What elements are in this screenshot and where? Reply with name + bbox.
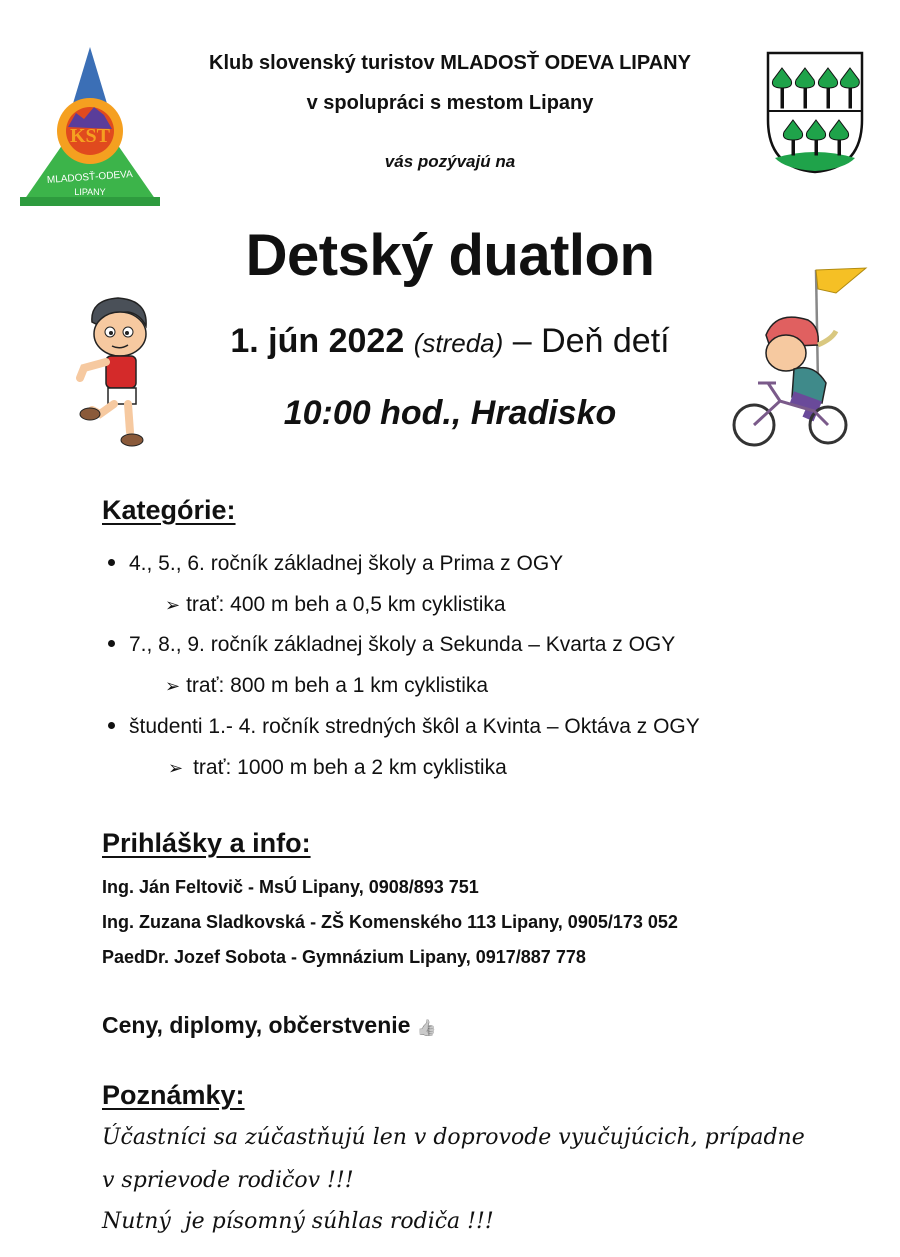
contact-line: PaedDr. Jozef Sobota - Gymnázium Lipany, 0917/887 778 (102, 947, 586, 967)
category-item (108, 633, 675, 657)
category-item (108, 552, 563, 576)
prizes-text: Ceny, diplomy, občerstvenie (102, 1012, 411, 1038)
invitation-line: vás pozývajú na (384, 152, 516, 171)
track-label: trať: 400 m beh a 0,5 km cyklistika (186, 593, 506, 616)
arrow-bullet-icon: ➢ (168, 758, 184, 778)
thumbs-up-icon: 👍 (416, 1020, 437, 1037)
organizer-line: Klub slovenský turistov MLADOSŤ ODEVA LIPANY (209, 52, 691, 74)
arrow-bullet-icon: ➢ (165, 595, 181, 615)
running-boy-icon (70, 292, 170, 452)
event-time-place: 10:00 hod., Hradisko (283, 394, 617, 432)
event-title: Detský duatlon (245, 223, 655, 288)
svg-text:LIPANY: LIPANY (74, 187, 106, 197)
arrow-bullet-icon: ➢ (165, 676, 181, 696)
running-boy-clipart (70, 292, 170, 452)
category-track (165, 674, 488, 698)
contact-line: Ing. Ján Feltovič - MsÚ Lipany, 0908/893 751 (102, 877, 479, 897)
category-item (108, 715, 700, 739)
track-label: trať: 800 m beh a 1 km cyklistika (186, 674, 489, 697)
cooperation-line: v spolupráci s mestom Lipany (306, 92, 594, 114)
category-track (165, 593, 506, 617)
category-track (168, 756, 507, 780)
svg-text:KST: KST (69, 125, 111, 147)
date-suffix: – Deň detí (503, 322, 670, 360)
svg-text:MLADOSŤ-ODEVA: MLADOSŤ-ODEVA (46, 169, 134, 186)
category-label: študenti 1.- 4. ročník stredných škôl a Kvinta – Oktáva z OGY (129, 715, 700, 738)
note-line: v sprievode rodičov !!! (102, 1168, 354, 1193)
categories-heading: Kategórie: (102, 495, 236, 525)
note-line: Účastníci sa zúčastňujú len v doprovode vyučujúcich, prípadne (102, 1125, 805, 1150)
child-on-bicycle-clipart (718, 265, 868, 450)
category-label: 4., 5., 6. ročník základnej školy a Prima z OGY (129, 552, 564, 575)
contact-line: Ing. Zuzana Sladkovská - ZŠ Komenského 113 Lipany, 0905/173 052 (102, 912, 678, 932)
lipany-coat-of-arms (765, 50, 865, 175)
bullet-icon (108, 722, 115, 729)
prizes-line (102, 1012, 437, 1039)
category-label: 7., 8., 9. ročník základnej školy a Sekunda – Kvarta z OGY (129, 633, 676, 656)
bullet-icon (108, 640, 115, 647)
note-line: Nutný je písomný súhlas rodiča !!! (102, 1209, 494, 1234)
registration-heading: Prihlášky a info: (102, 828, 311, 858)
track-label: trať: 1000 m beh a 2 km cyklistika (193, 756, 507, 779)
notes-heading: Poznámky: (102, 1080, 245, 1110)
bullet-icon (108, 559, 115, 566)
weekday-text: (streda) (413, 328, 504, 358)
date-text: 1. jún 2022 (230, 322, 405, 360)
lipany-coat-of-arms-icon (765, 50, 865, 175)
child-on-bicycle-icon (718, 265, 868, 450)
